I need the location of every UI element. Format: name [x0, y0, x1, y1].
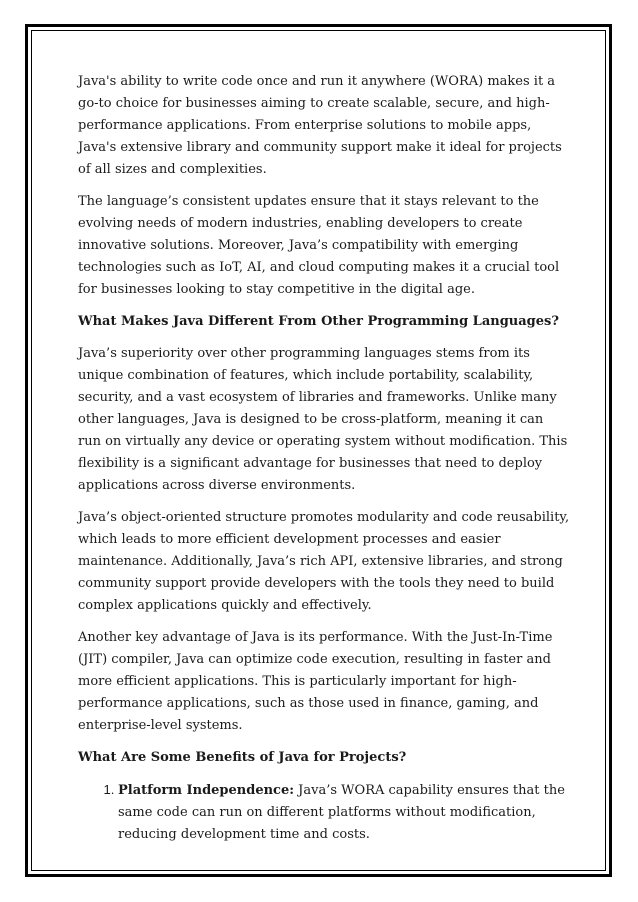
list-item — [118, 779, 570, 846]
section1-paragraph-1: Java’s superiority over other programming languages stems from its unique combination of features, which include portability, scalability, security, and a vast ecosystem of libraries and frameworks. Unlike many other languages, Java is designed to be cross-platform, meaning it can run on virtually any device or operating system without modification. This flexibility is a significant advantage for businesses that need to deploy applications across diverse environments. — [78, 346, 568, 493]
section1-paragraph-2: Java’s object-oriented structure promotes modularity and code reusability, which leads to more efficient development processes and easier maintenance. Additionally, Java’s rich API, extensive libraries, and strong community support provide developers with the tools they need to build complex applications quickly and effectively. — [78, 510, 570, 613]
benefits-list — [78, 779, 570, 846]
intro-paragraph-2: The language’s consistent updates ensure that it stays relevant to the evolving needs of modern industries, enabling developers to create innovative solutions. Moreover, Java’s compatibility with emerging technologies such as IoT, AI, and cloud computing makes it a crucial tool for businesses looking to stay competitive in the digital age. — [78, 194, 560, 297]
section-heading-java-different: What Makes Java Different From Other Programming Languages? — [78, 314, 559, 329]
list-item-text: Java’s WORA capability ensures that the same code can run on different platforms without modification, reducing development time and costs. — [118, 783, 565, 842]
document-body — [78, 71, 570, 846]
list-item-title: Platform Independence: — [118, 783, 295, 798]
section1-paragraph-3: Another key advantage of Java is its performance. With the Just-In-Time (JIT) compiler, Java can optimize code execution, resulting in faster and more efficient applications. This is particularly important for high-performance applications, such as those used in finance, gaming, and enterprise-level systems. — [78, 630, 553, 733]
section-heading-benefits: What Are Some Benefits of Java for Projects? — [78, 750, 407, 765]
intro-paragraph-1: Java's ability to write code once and run it anywhere (WORA) makes it a go-to choice for businesses aiming to create scalable, secure, and high-performance applications. From enterprise solutions to mobile apps, Java's extensive library and community support make it ideal for projects of all sizes and complexities. — [78, 74, 562, 177]
